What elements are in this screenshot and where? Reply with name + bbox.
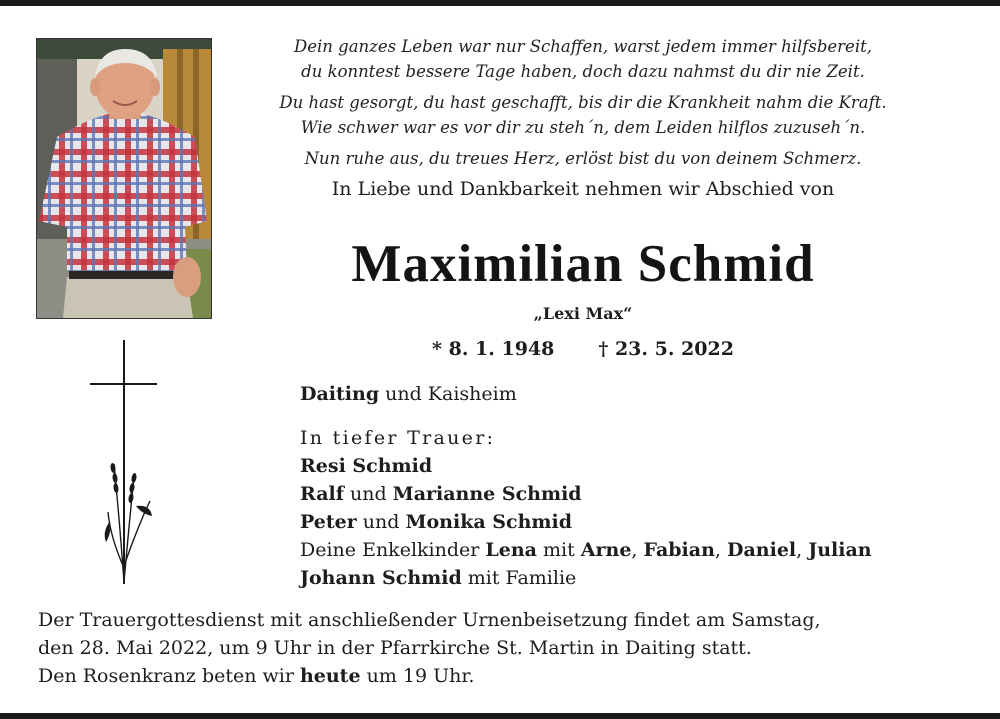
death-date: † 23. 5. 2022 [598,338,734,360]
mourner-row [300,508,872,536]
connector: , [631,539,644,561]
service-line: den 28. Mai 2022, um 9 Uhr in der Pfarrkirche St. Martin in Daiting statt. [38,637,752,659]
service-info [38,606,978,690]
poem-line: Dein ganzes Leben war nur Schaffen, warst jedem immer hilfsbereit, [294,37,872,56]
connector: , [796,539,809,561]
mourner-name: Peter [300,511,357,533]
place-line [300,380,517,408]
connector: mit [536,539,581,561]
poem-line: Du hast gesorgt, du hast geschafft, bis dir die Krankheit nahm die Kraft. [279,93,887,112]
grandchildren-prefix: Deine Enkelkinder [300,539,486,561]
mourner-name: Fabian [643,539,715,561]
intro-text: In Liebe und Dankbarkeit nehmen wir Abschied von [331,178,835,200]
rosary-time: um 19 Uhr. [360,665,475,687]
deceased-name: Maximilian Schmid [351,235,815,293]
mourner-name: Julian [808,539,872,561]
mourner-name: Arne [580,539,632,561]
mourner-row [300,536,872,564]
place-main: Daiting [300,383,380,405]
nickname: „Lexi Max“ [533,304,633,323]
place-rest: und Kaisheim [379,383,517,405]
mourner-name: Resi Schmid [300,455,433,477]
mourner-name: Ralf [300,483,344,505]
mourner-name: Lena [485,539,537,561]
mourner-row [300,564,872,592]
birth-date: * 8. 1. 1948 [432,338,555,360]
poem-line: Nun ruhe aus, du treues Herz, erlöst bist du von deinem Schmerz. [304,149,862,168]
connector: und [343,483,393,505]
poem [230,34,936,171]
service-line: Der Trauergottesdienst mit anschließender Urnenbeisetzung findet am Samstag, [38,609,821,631]
cross-with-wheat-icon [80,336,170,586]
mourners-heading: In tiefer Trauer: [300,427,496,449]
mourner-name: Monika Schmid [405,511,573,533]
mourner-row [300,452,872,480]
rosary-day: heute [299,665,361,687]
poem-line: Wie schwer war es vor dir zu steh´n, dem Leiden hilflos zuzuseh´n. [300,118,866,137]
poem-line: du konntest bessere Tage haben, doch dazu nahmst du dir nie Zeit. [301,62,865,81]
connector: , [714,539,727,561]
service-line [38,662,978,690]
mourner-name: Johann Schmid [300,567,462,589]
connector: mit Familie [461,567,577,589]
connector: und [356,511,406,533]
portrait-photo [36,38,212,319]
mourner-name: Daniel [727,539,797,561]
mourner-name: Marianne Schmid [392,483,582,505]
life-dates [230,335,936,363]
mourner-row [300,480,872,508]
mourners-list [300,424,872,592]
rosary-text: Den Rosenkranz beten wir [38,665,300,687]
